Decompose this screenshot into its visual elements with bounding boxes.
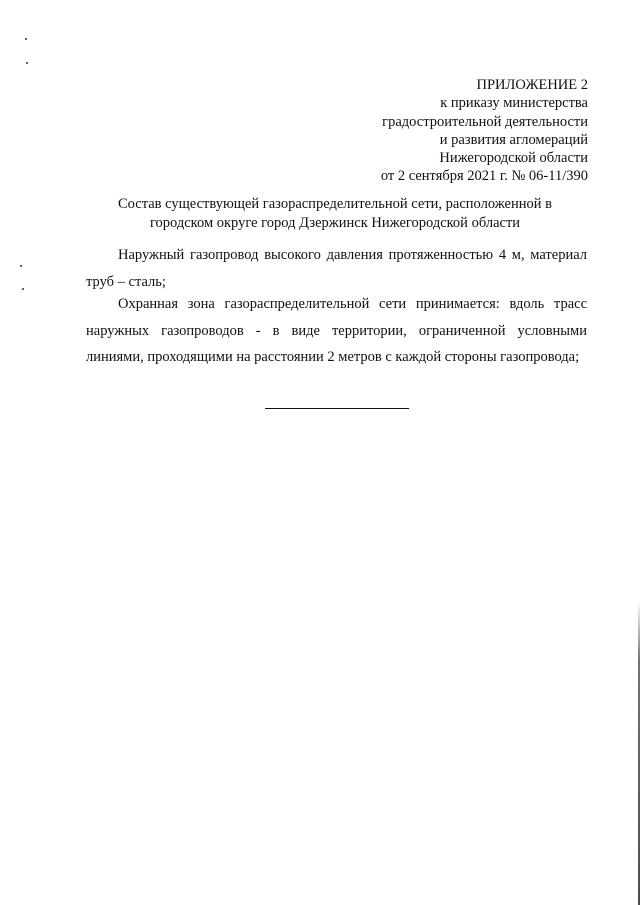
scan-artifact-dot xyxy=(25,38,27,40)
appendix-header-line: градостроительной деятельности xyxy=(382,113,588,130)
appendix-header-line: к приказу министерства xyxy=(440,95,588,112)
appendix-number: ПРИЛОЖЕНИЕ 2 xyxy=(476,77,588,93)
appendix-header-line: и развития агломераций xyxy=(439,131,588,148)
scan-artifact-dot xyxy=(20,265,22,267)
document-title xyxy=(100,195,570,233)
body-paragraph: Наружный газопровод высокого давления протяженностью 4 м, материал труб – сталь; xyxy=(86,247,587,290)
document-title-line: Состав существующей газораспределительной сети, расположенной в xyxy=(118,196,552,212)
end-of-document-rule xyxy=(265,408,409,409)
appendix-header-line: Нижегородской области xyxy=(439,150,588,167)
appendix-header xyxy=(381,76,588,186)
document-title-line: городском округе город Дзержинск Нижегородской области xyxy=(149,215,521,231)
body-paragraph: Охранная зона газораспределительной сети принимается: вдоль трасс наружных газопроводов - в виде территории, ограниченной условными линиями, проходящими на расстоянии 2 метров с каждой стороны газопровода; xyxy=(86,296,587,365)
scan-artifact-dot xyxy=(26,62,28,64)
scan-artifact-dot xyxy=(22,288,24,290)
order-date-number: от 2 сентября 2021 г. № 06-11/390 xyxy=(380,168,588,185)
